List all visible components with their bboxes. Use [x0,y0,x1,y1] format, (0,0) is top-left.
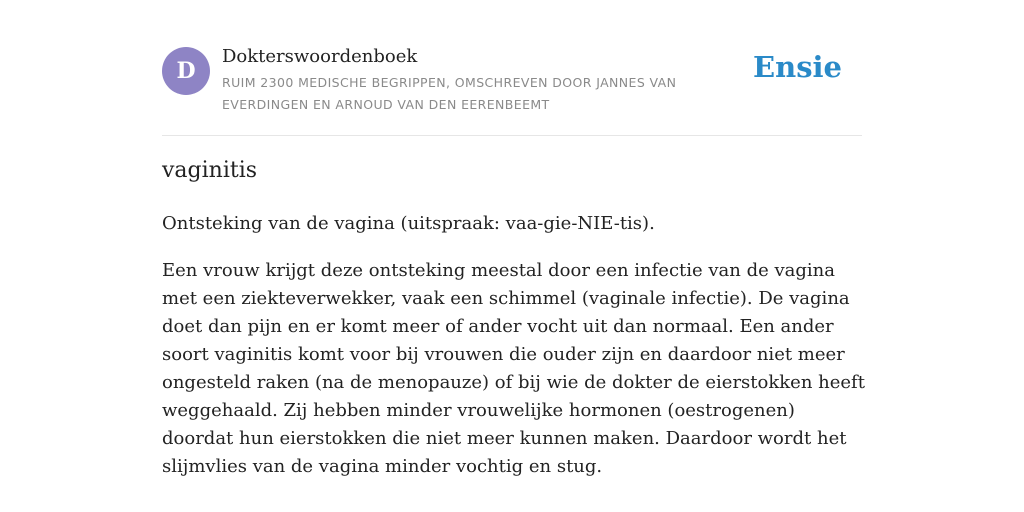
term-title: vaginitis [162,158,258,183]
definition-paragraph: Een vrouw krijgt deze ontsteking meestal door een infectie van de vagina met een ziekteverwekker, vaak een schimmel (vaginale infectie). De vagina doet dan pijn en er komt meer of ander vocht uit dan normaal. Een ander soort vaginitis komt voor bij vrouwen die ouder zijn en daardoor niet meer ongesteld raken (na de menopauze) of bij wie de dokter de eierstokken heeft weggehaald. Zij hebben minder vrouwelijke hormonen (oestrogenen) doordat hun eierstokken die niet meer kunnen maken. Daardoor wordt het slijmvlies van de vagina minder vochtig en stug. [162,260,865,477]
definition-paragraph: Ontsteking van de vagina (uitspraak: vaa-gie-NIE-tis). [162,213,655,234]
ensie-logo-link[interactable]: Ensie [753,50,842,84]
dictionary-avatar[interactable]: D [162,47,210,95]
definition-body [162,210,867,500]
dictionary-header [162,44,862,136]
dictionary-subtitle: RUIM 2300 MEDISCHE BEGRIPPEN, OMSCHREVEN DOOR JANNES VAN EVERDINGEN EN ARNOUD VAN DEN EERENBEEMT [222,75,677,112]
dictionary-title[interactable]: Dokterswoordenboek [222,46,418,67]
